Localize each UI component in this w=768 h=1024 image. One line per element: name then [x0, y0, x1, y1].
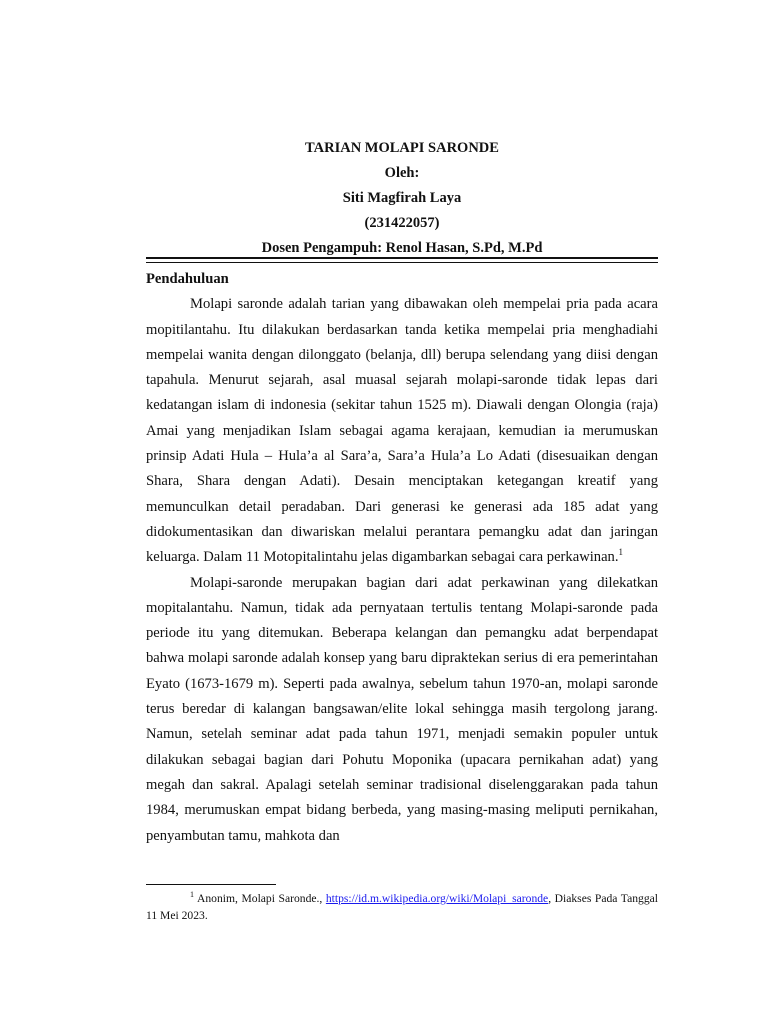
- footnote: 1 Anonim, Molapi Saronde., https://id.m.wikipedia.org/wiki/Molapi_saronde, Diakses Pada Tanggal 11 Mei 2023.: [146, 890, 658, 922]
- paragraph-1-text: Molapi saronde adalah tarian yang dibawakan oleh mempelai pria pada acara mopitilantahu. Itu dilakukan berdasarkan tanda ketika mempelai pria menghadiahi mempelai wanita dengan dilonggato (belanja, dll) berupa selendang yang diisi dengan tapahula. Menurut sejarah, asal muasal sejarah molapi-saronde tidak lepas dari kedatangan islam di indonesia (sekitar tahun 1525 m). Diawali dengan Olongia (raja) Amai yang menjadikan Islam sebagai agama kerajaan, kemudian ia merumuskan prinsip Adati Hula – Hula’a al Sara’a, Sara’a Hula’a Lo Adati (disesuaikan dengan Shara, Shara dengan Adati). Desain menciptakan ketegangan kreatif yang memunculkan detail peradaban. Dari generasi ke generasi ada 185 adat yang didokumentasikan dan diwariskan melalui perantara pemangku adat dan jaringan keluarga. Dalam 11 Motopitalintahu jelas digambarkan sebagai cara perkawinan.: [146, 296, 658, 566]
- paragraph-1: [146, 292, 658, 570]
- footnote-reference[interactable]: 1: [618, 547, 624, 558]
- header-rule-thick: [146, 257, 658, 259]
- footnote-text-after: , Diakses Pada Tanggal 11 Mei 2023.: [146, 892, 658, 922]
- student-id: (231422057): [364, 215, 440, 231]
- title-block: [146, 136, 658, 261]
- by-label: Oleh:: [384, 165, 420, 181]
- footnote-text-before: Anonim, Molapi Saronde.,: [197, 892, 323, 905]
- paragraph-2-text: Molapi-saronde merupakan bagian dari adat perkawinan yang dilekatkan mopitalantahu. Namun, tidak ada pernyataan tertulis tentang Molapi-saronde pada periode itu yang ditemukan. Beberapa kelangan dan pemangku adat berpendapat bahwa molapi saronde adalah konsep yang baru dipraktekan serius di era pemerintahan Eyato (1673-1679 m). Seperti pada awalnya, sebelum tahun 1970-an, molapi saronde terus beredar di kalangan bangsawan/elite lokal sehingga masih tergolong jarang. Namun, setelah seminar adat pada tahun 1971, menjadi semakin populer untuk dilakukan sebagai bagian dari Pohutu Moponika (upacara pernikahan adat) yang megah dan sakral. Apalagi setelah seminar tradisional diselenggarakan pada tahun 1984, merumuskan empat bidang berbeda, yang masing-masing meliputi pernikahan, penyambutan tamu, mahkota dan: [146, 574, 658, 844]
- footnote-link[interactable]: https://id.m.wikipedia.org/wiki/Molapi_saronde: [325, 892, 549, 905]
- lecturer-line: Dosen Pengampuh: Renol Hasan, S.Pd, M.Pd: [261, 240, 543, 256]
- paragraph-2: [146, 571, 658, 849]
- footnote-separator: [146, 884, 276, 885]
- section-heading: Pendahuluan: [146, 271, 229, 287]
- document-title: TARIAN MOLAPI SARONDE: [305, 140, 499, 156]
- header-rule-thin: [146, 262, 658, 263]
- body-section: [146, 267, 658, 849]
- author-name: Siti Magfirah Laya: [342, 190, 462, 206]
